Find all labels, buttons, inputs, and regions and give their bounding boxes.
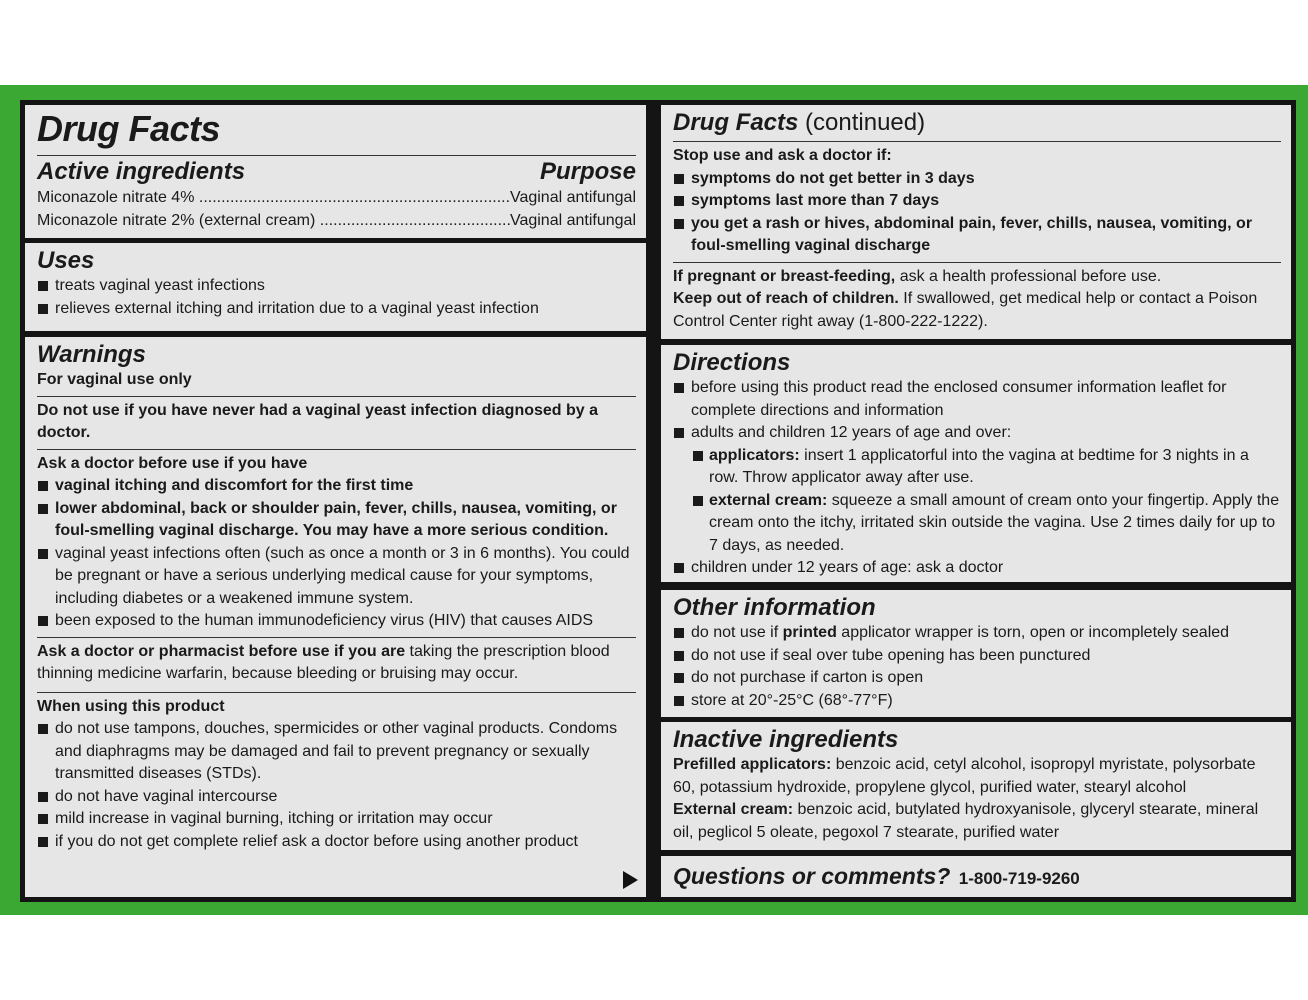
list-item: store at 20°-25°C (68°-77°F) [673, 690, 1281, 713]
divider [37, 692, 636, 693]
drug-facts-left-panel [20, 100, 656, 902]
divider [37, 449, 636, 450]
list-item [673, 445, 1281, 490]
applicators-label: applicators: [709, 446, 800, 464]
continue-arrow-icon [623, 871, 638, 889]
pregnancy-warning-text: ask a health professional before use. [895, 267, 1162, 285]
ingredient-row [37, 186, 636, 209]
pregnancy-warning [673, 266, 1281, 289]
ingredient-purpose: Vaginal antifungal [509, 212, 636, 229]
active-ingredients-heading: Active ingredients [37, 158, 246, 185]
external-cream-label: external cream: [709, 491, 828, 509]
list-item: symptoms last more than 7 days [673, 190, 1281, 213]
pharmacist-warning [37, 641, 636, 686]
drug-facts-title: Drug Facts [37, 108, 221, 149]
external-cream-text: squeeze a small amount of cream onto your fingertip. Apply the cream onto the itchy, irritated skin outside the vagina. Use 2 times daily for up to 7 days, as needed. [709, 491, 1280, 554]
printed-label: printed [782, 624, 837, 641]
external-cream-label: External cream: [673, 801, 794, 818]
applicators-text: insert 1 applicatorful into the vagina at bedtime for 3 nights in a row. Throw applicator away after use. [709, 446, 1249, 486]
warnings-section [25, 337, 646, 897]
pharmacist-warning-text: taking the prescription blood thinning medicine warfarin, because bleeding or bruising may occur. [37, 642, 610, 682]
prefilled-applicators-label: Prefilled applicators: [673, 756, 832, 773]
do-not-use-warning: Do not use if you have never had a vaginal yeast infection diagnosed by a doctor. [37, 401, 599, 441]
when-using-heading: When using this product [37, 697, 225, 715]
divider [673, 262, 1281, 263]
keep-out-warning-bold: Keep out of reach of children. [673, 290, 899, 307]
keep-out-warning [673, 288, 1281, 333]
list-item: do not use tampons, douches, spermicides or other vaginal products. Condoms and diaphragms may be damaged and fail to prevent pregnancy or sexually transmitted diseases (STDs). [37, 718, 636, 786]
list-item: adults and children 12 years of age and over: [673, 422, 1281, 445]
inactive-ingredients-heading: Inactive ingredients [673, 726, 899, 753]
directions-heading: Directions [673, 349, 791, 376]
list-item: do not have vaginal intercourse [37, 786, 636, 809]
uses-heading: Uses [37, 247, 95, 274]
list-item: before using this product read the enclosed consumer information leaflet for complete directions and information [673, 377, 1281, 422]
pharmacist-warning-bold: Ask a doctor or pharmacist before use if you are [37, 642, 406, 660]
questions-section [661, 856, 1291, 897]
list-item: mild increase in vaginal burning, itching or irritation may occur [37, 808, 636, 831]
ingredient-name: Miconazole nitrate 4% ..... [37, 186, 510, 209]
ingredient-row [37, 209, 636, 232]
other-information-heading: Other information [673, 594, 876, 621]
warnings-heading: Warnings [37, 341, 146, 368]
questions-phone: 1-800-719-9260 [958, 869, 1080, 888]
list-item: treats vaginal yeast infections [37, 275, 636, 298]
list-item: relieves external itching and irritation due to a vaginal yeast infection [37, 298, 636, 321]
drug-facts-title: Drug Facts [673, 109, 799, 136]
divider [37, 155, 636, 156]
list-item: you get a rash or hives, abdominal pain, fever, chills, nausea, vomiting, or foul-smelling vaginal discharge [673, 213, 1281, 258]
continued-label: (continued) [798, 109, 926, 136]
drug-facts-continued-title [673, 109, 1281, 137]
list-item: children under 12 years of age: ask a doctor [673, 557, 1281, 580]
list-item: symptoms do not get better in 3 days [673, 168, 1281, 191]
other-information-section [661, 590, 1291, 717]
list-item: lower abdominal, back or shoulder pain, fever, chills, nausea, vomiting, or foul-smelling vaginal discharge. You may have a more serious condition. [37, 498, 636, 543]
list-item: do not use if seal over tube opening has been punctured [673, 645, 1281, 668]
pregnancy-warning-bold: If pregnant or breast-feeding, [673, 267, 896, 285]
list-item: vaginal itching and discomfort for the first time [37, 475, 636, 498]
inactive-ingredients-section [661, 722, 1291, 850]
stop-use-section [661, 105, 1291, 339]
external-cream-text: benzoic acid, butylated hydroxyanisole, glyceryl stearate, mineral oil, peglicol 5 oleate, pegoxol 7 stearate, purified water [673, 801, 1259, 841]
list-item [673, 490, 1281, 558]
active-ingredients-section [25, 105, 646, 238]
list-item-text: do not use if [691, 624, 783, 641]
questions-label: Questions or comments? [673, 863, 951, 889]
list-item: do not purchase if carton is open [673, 667, 1281, 690]
ingredient-name: Miconazole nitrate 2% (external cream) ..... [37, 209, 510, 232]
prefilled-applicators-ingredients [673, 754, 1281, 799]
purpose-heading: Purpose [539, 158, 636, 185]
keep-out-warning-text: If swallowed, get medical help or contact a Poison Control Center right away (1-800-222-1222). [673, 290, 1258, 330]
ask-doctor-heading: Ask a doctor before use if you have [37, 454, 308, 472]
list-item: been exposed to the human immunodeficiency virus (HIV) that causes AIDS [37, 610, 636, 633]
divider [673, 141, 1281, 142]
vaginal-use-only: For vaginal use only [37, 371, 192, 388]
list-item-text: applicator wrapper is torn, open or incompletely sealed [836, 624, 1230, 641]
divider [37, 637, 636, 638]
external-cream-ingredients [673, 799, 1281, 844]
divider [37, 396, 636, 397]
prefilled-applicators-text: benzoic acid, cetyl alcohol, isopropyl myristate, polysorbate 60, potassium hydroxide, propylene glycol, purified water, stearyl alcohol [673, 756, 1256, 796]
ingredient-purpose: Vaginal antifungal [509, 189, 636, 206]
list-item [673, 622, 1281, 645]
list-item: if you do not get complete relief ask a doctor before using another product [37, 831, 636, 854]
uses-section [25, 243, 646, 331]
list-item: vaginal yeast infections often (such as once a month or 3 in 6 months). You could be pregnant or have a serious underlying medical cause for your symptoms, including diabetes or a weakened immune system. [37, 543, 636, 611]
directions-section [661, 345, 1291, 582]
stop-use-heading: Stop use and ask a doctor if: [673, 147, 892, 164]
drug-facts-right-panel [656, 100, 1296, 902]
